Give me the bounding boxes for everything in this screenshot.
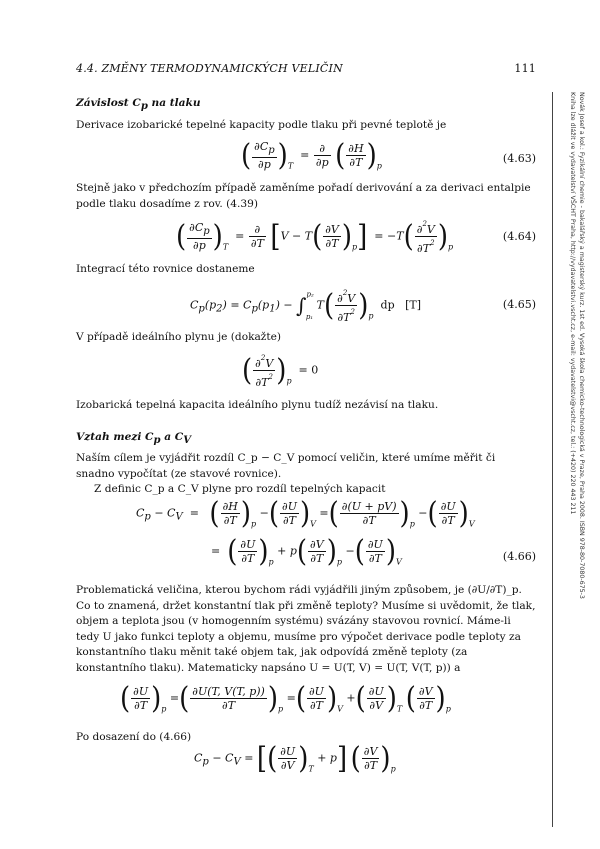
page-number: 111 — [514, 62, 536, 75]
equation-number: (4.65) — [502, 298, 536, 311]
section-heading-cp-cv: Vztah mezi $C_p$ a $C_V$ — [76, 431, 191, 447]
equation-number: (4.66) — [502, 550, 536, 563]
header-section-title: 4.4. ZMĚNY TERMODYNAMICKÝCH VELIČIN — [76, 62, 343, 75]
running-header — [76, 62, 536, 75]
section-heading-cp-pressure: Závislost $C_p$ na tlaku — [76, 97, 201, 113]
paragraph: Izobarická tepelná kapacita ideálního plynu tudíž nezávisí na tlaku. — [76, 399, 439, 411]
margin-rule — [552, 92, 553, 827]
equation-cp-cv-final: $C_p - C_V$ = [( $\frac{\partial U}{\partial V}$ )$_T + p$] ( $\frac{\partial V}{\partial T}$ )$_p$ — [194, 741, 396, 776]
equation-ideal-gas: ( $\frac{\partial^2V}{\partial T^2}$ )$_p = 0$ — [242, 353, 319, 389]
unit-label: [T] — [405, 298, 422, 312]
equation-number: (4.64) — [502, 230, 536, 243]
paragraph: Po dosazení do (4.66) — [76, 731, 192, 743]
side-note — [560, 92, 586, 827]
side-note-line-1: Novák Josef a kol.: Fyzikální chemie - bakalářský a magisterský kurz. 1st ed. Vysoká škola chemicko-technologická v Praze, Praha 2008. ISBN 978-80-7080-675-3 — [578, 92, 585, 599]
paragraph: Problematická veličina, kterou bychom rádi vyjádřili jiným způsobem, je (∂U/∂T)_p. Co to znamená, držet konstantní tlak při změně teploty? Musíme si uvědomit, že tlak, objem a teplota jsou (v homogenním systému) svázány stavovou rovnicí. Máme-li tedy U jako funkci teploty a objemu, musíme pro výpočet derivace podle teploty za konstantního tlaku měnit také objem tak, jak odpovídá změně teploty (za konstantního tlaku). Matematicky napsáno U = U(T, V) = U(T, V(T, p)) a — [76, 584, 536, 674]
equation-4-66: $C_p - C_V$ = ( $\frac{\partial H}{\partial T}$ )$_p$ −( $\frac{\partial U}{\partial T}$ )$_V$ =( $\frac{\partial(U + pV)}{\partial T}$ )$_p$ −( $\frac{\partial U}{\partial T}$ )$_V$ = ( $\frac{\partial U}{\partial T}$ )$_p + p$( $\frac{\partial V}{\partial T}$ )$_p$ −( $\frac{\partial U}{\partial T}$ )$_V$ (4.66) — [136, 496, 536, 569]
equation-number: (4.63) — [502, 152, 536, 165]
paragraph: Derivace izobarické tepelné kapacity podle tlaku při pevné teplotě je — [76, 119, 447, 131]
paragraph: Stejně jako v předchozím případě zaměníme pořadí derivování a za derivaci entalpie podle tlaku dosadíme z rov. (4.39) — [76, 182, 531, 210]
paragraph: V případě ideálního plynu je (dokažte) — [76, 331, 282, 343]
equation-4-64: ( $\frac{\partial C_p}{\partial p}$ )$_T$ = $\frac{\partial}{\partial T}$ [V − T( $\frac{\partial V}{\partial T}$ )$_p] = -T$( $\frac{\partial^2V}{\partial T^2}$ )$_p$ (4.64) — [176, 219, 536, 255]
paragraph: Z definic C_p a C_V plyne pro rozdíl tepelných kapacit — [94, 483, 386, 495]
side-note-line-2: Kniha lze dlážit ve vydavatelství VŠCHT Praha, http://vydavatelstvi.vscht.cz, e-mail: vydavatelstvi@vscht.cz, tel.: (+420) 220 443 211 — [569, 92, 576, 515]
paragraph: Integrací této rovnice dostaneme — [76, 263, 255, 275]
equation-dU-dT: ( $\frac{\partial U}{\partial T}$ )$_p$ =( $\frac{\partial U(T, V(T, p))}{\partial T}$ )$_p$ =( $\frac{\partial U}{\partial T}$ )$_V$ +( $\frac{\partial U}{\partial V}$ )$_T$ ( $\frac{\partial V}{\partial T}$ )$_p$ — [120, 681, 451, 716]
paragraph: Naším cílem je vyjádřit rozdíl C_p − C_V pomocí veličin, které umíme měřit či snadno vypočítat (ze stavové rovnice). — [76, 452, 496, 480]
equation-4-63: ( $\frac{\partial C_p}{\partial p}$ )$_T$ = $\frac{\partial}{\partial p}$ ( $\frac{\partial H}{\partial T}$ )$_p$ (4.63) — [241, 138, 536, 173]
equation-4-65: $C_p(p_2) = C_p(p_1) - \int^{p_2}_{p_1}$ T( $\frac{\partial^2V}{\partial T^2}$ )$_p$ dp [T] (4.65) — [190, 288, 536, 324]
